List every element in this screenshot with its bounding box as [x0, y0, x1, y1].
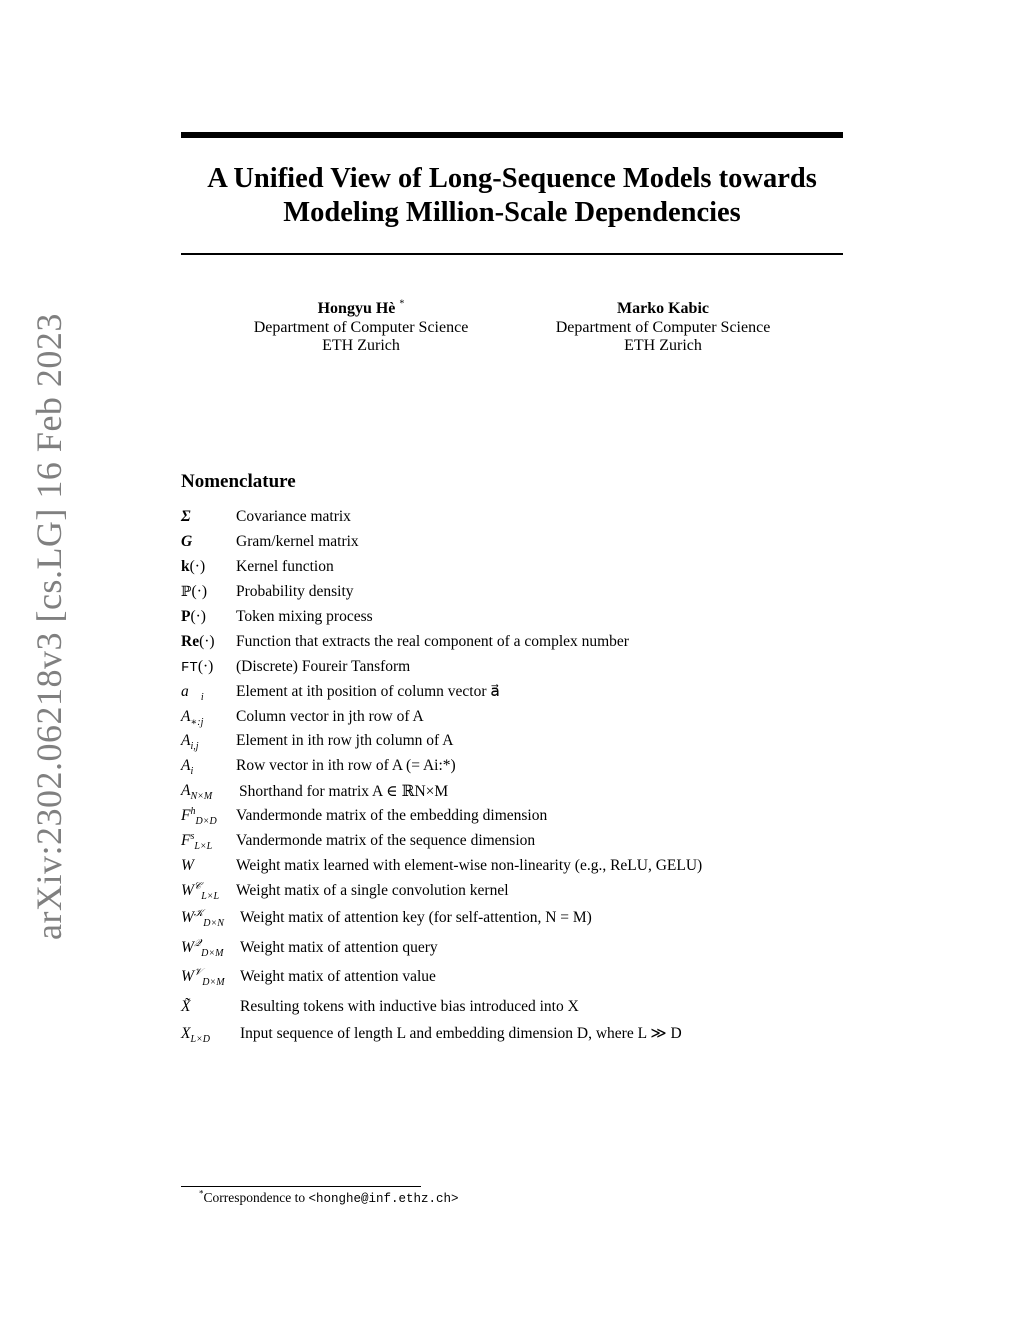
- arxiv-watermark: arXiv:2302.06218v3 [cs.LG] 16 Feb 2023: [29, 313, 69, 940]
- title-line-2: Modeling Million-Scale Dependencies: [283, 197, 741, 228]
- description: Probability density: [236, 583, 354, 601]
- symbol: $W^𝒞_{L\times L}$: [181, 880, 220, 902]
- symbol: FT(·): [181, 657, 214, 676]
- title-rule-bottom: [181, 253, 843, 255]
- author-dept: Department of Computer Science: [555, 318, 771, 336]
- symbol: $F^h_{D\times D}$: [181, 805, 217, 828]
- symbol: $A_{∗:j}$: [181, 707, 204, 728]
- author-dept: Department of Computer Science: [253, 318, 469, 336]
- description: Covariance matrix: [236, 508, 351, 526]
- footnote-marker: *: [399, 298, 405, 310]
- description: Kernel function: [236, 558, 334, 576]
- symbol: $W^𝒬_{D\times M}$: [181, 937, 224, 959]
- footnote-mark: *: [199, 1188, 204, 1199]
- symbol: $X_{L\times D}$: [181, 1024, 210, 1045]
- footnote-text: Correspondence to: [203, 1190, 309, 1205]
- nomenclature-row: [181, 704, 881, 729]
- nomenclature-row: [181, 829, 881, 854]
- description: Column vector in jth row of A: [236, 707, 424, 725]
- nomenclature-row: [181, 962, 881, 992]
- description: Weight matix learned with element-wise non-linearity (e.g., ReLU, GELU): [236, 856, 703, 874]
- paper-title: [181, 162, 843, 230]
- nomenclature-row: [181, 754, 881, 779]
- nomenclature-row: [181, 555, 881, 580]
- description: Vandermonde matrix of the sequence dimension: [236, 832, 536, 850]
- nomenclature-row: [181, 729, 881, 754]
- footnote-rule: [181, 1186, 421, 1187]
- symbol: Re(·): [181, 632, 215, 650]
- nomenclature-row: [181, 1021, 881, 1046]
- nomenclature-row: [181, 505, 881, 530]
- description: Shorthand for matrix A ∈ ℝN×M: [239, 782, 449, 800]
- nomenclature-row: [181, 580, 881, 605]
- nomenclature-row: [181, 804, 881, 829]
- description: Weight matix of attention query: [240, 938, 438, 956]
- description: Vandermonde matrix of the embedding dimension: [236, 807, 548, 825]
- symbol: $F^s_{L\times L}$: [181, 830, 213, 853]
- description: (Discrete) Foureir Tansform: [236, 657, 411, 675]
- title-line-1: A Unified View of Long-Sequence Models towards: [207, 163, 817, 194]
- description: Input sequence of length L and embedding dimension D, where L ≫ D: [240, 1025, 682, 1043]
- author-1: [211, 300, 511, 356]
- nomenclature-row: [181, 779, 881, 804]
- nomenclature-row: [181, 933, 881, 963]
- description: Gram/kernel matrix: [236, 533, 359, 551]
- nomenclature-row: [181, 629, 881, 654]
- author-name: Marko Kabic: [617, 300, 709, 317]
- nomenclature-heading: Nomenclature: [181, 471, 296, 492]
- nomenclature-row: [181, 992, 881, 1022]
- symbol: G: [181, 533, 193, 551]
- description: Weight matix of attention key (for self-attention, N = M): [240, 909, 592, 926]
- symbol: W: [181, 856, 194, 874]
- symbol: ℙ(·): [181, 583, 208, 601]
- nomenclature-row: [181, 878, 881, 903]
- description: Row vector in ith row of A (= Ai:*): [236, 757, 456, 775]
- description: Token mixing process: [236, 608, 373, 625]
- author-inst: ETH Zurich: [322, 337, 400, 354]
- nomenclature-row: [181, 903, 881, 933]
- symbol: $W^𝒦_{D\times N}$: [181, 907, 224, 930]
- symbol: k(·): [181, 558, 206, 576]
- symbol: $A_{i,j}$: [181, 732, 199, 753]
- symbol: $A_{N\times M}$: [181, 782, 213, 803]
- nomenclature-list: [181, 505, 881, 1046]
- symbol: X̃: [181, 997, 191, 1015]
- title-rule-top: [181, 132, 843, 138]
- nomenclature-row: [181, 605, 881, 630]
- footnote-email[interactable]: <honghe@inf.ethz.ch>: [308, 1192, 459, 1206]
- symbol: P(·): [181, 608, 206, 625]
- author-name: Hongyu Hè *: [317, 298, 405, 317]
- footnote: [199, 1190, 459, 1206]
- nomenclature-row: [181, 679, 881, 704]
- nomenclature-row: [181, 530, 881, 555]
- symbol: Σ: [181, 508, 191, 526]
- symbol: $A_i$: [181, 757, 194, 778]
- nomenclature-row: [181, 853, 881, 878]
- symbol: $a⃗_i$: [181, 682, 204, 703]
- author-inst: ETH Zurich: [624, 337, 702, 354]
- description: Element in ith row jth column of A: [236, 732, 454, 750]
- description: Function that extracts the real component of a complex number: [236, 632, 629, 650]
- description: Weight matix of attention value: [240, 968, 436, 985]
- symbol: $W^𝒱_{D\times M}$: [181, 966, 225, 989]
- author-2: [513, 300, 813, 356]
- description: Element at ith position of column vector a⃗: [236, 683, 500, 701]
- nomenclature-row: [181, 654, 881, 679]
- description: Weight matix of a single convolution kernel: [236, 881, 509, 899]
- description: Resulting tokens with inductive bias introduced into X: [240, 997, 579, 1015]
